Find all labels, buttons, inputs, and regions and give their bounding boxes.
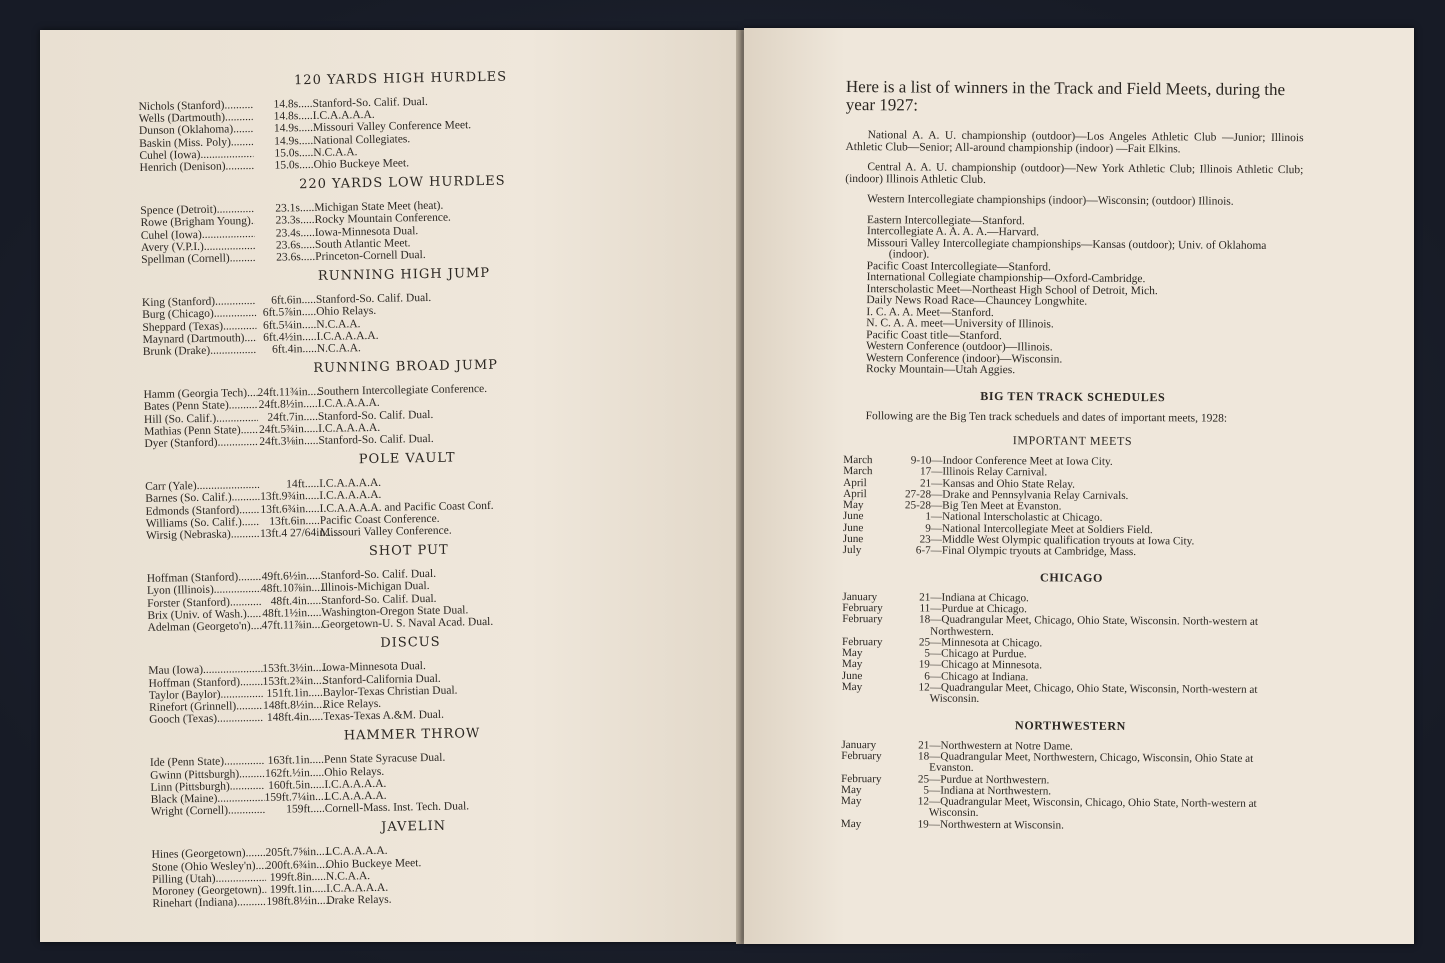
meet-name: Washington-Oregon State Dual. [321,604,469,619]
record-mark: 14.9s ..... [253,135,313,148]
athlete-name: Hoffman (Stanford) ..... [147,571,261,585]
schedule-month: May [841,647,863,660]
schedule-date: 6 [924,670,930,683]
record-mark: 24ft.8½in ..... [258,398,318,411]
schedule-date: 11 [919,602,931,615]
schedule-month: February [841,749,882,763]
record-mark: 13ft.9¾in ..... [259,490,319,503]
schedules-intro: Following are the Big Ten track scheduels and dates of important meets, 1928: [865,409,1228,425]
meet-name: Rice Relays. [322,697,382,711]
record-mark: 24ft.11¾in ..... [257,386,317,399]
meet-name: I.C.A.A.A.A. [319,489,382,503]
schedule-month: July [842,544,862,557]
athlete-name: Brunk (Drake) ..... [143,344,257,358]
record-mark: 160ft.5in ..... [264,779,324,792]
meet-name: Ohio Relays. [324,765,385,779]
record-mark: 148ft.4in ..... [263,711,323,724]
event-title: RUNNING BROAD JUMP [313,358,499,377]
meet-name: N.C.A.A. [316,342,361,355]
athlete-name: Burg (Chicago) ..... [142,307,256,321]
schedule-month: April [843,487,867,501]
athlete-name: Wirsig (Nebraska) ..... [146,528,260,542]
event-block [149,723,675,818]
schedule-description: —Drake and Pennsylvania Relay Carnivals. [931,488,1129,502]
schedule-description: —Big Ten Meet at Evanston. [930,499,1062,513]
meet-name: Rocky Mountain Conference. [314,211,452,227]
schedule-month: June [842,533,864,546]
record-mark: 159ft ..... [265,803,325,816]
meet-name: I.C.A.A.A.A. [324,789,387,803]
meet-name: Cornell-Mass. Inst. Tech. Dual. [324,800,470,815]
meet-name: N.C.A.A. [313,145,358,159]
schedule-date: 21 [919,591,931,604]
record-mark: 24ft.3⅛in ..... [258,435,318,448]
record-mark: 153ft.3½in ..... [262,662,322,675]
event-block [151,815,677,910]
record-mark: 49ft.6½in ..... [261,570,321,583]
athlete-name: Pilling (Utah) ..... [152,872,266,886]
record-mark: 6ft.4½in ..... [256,331,316,344]
meet-name: I.C.A.A.A.A. [324,777,387,791]
athlete-name: Cuhel (Iowa) ..... [139,148,253,162]
schedule-description: —Minnesota at Chicago. [930,636,1043,650]
winner-item: International Collegiate championship—Oxford-Cambridge. [866,271,1146,286]
winners-paragraph: Western Intercollegiate championships (indoor)—Wisconsin; (outdoor) Illinois. [867,193,1234,208]
meet-name: Stanford-So. Calif. Dual. [320,568,437,583]
meet-name: I.C.A.A.A.A. [312,109,375,123]
meet-name: Princeton-Cornell Dual. [315,249,426,263]
record-mark: 24ft.7in ..... [258,411,318,424]
schedule-month: May [841,681,863,694]
winner-item: I. C. A. A. Meet—Stanford. [866,305,994,319]
athlete-name: Ide (Penn State) ..... [150,755,264,769]
meet-name: South Atlantic Meet. [314,237,411,251]
winners-list [844,214,1303,378]
schedule-month: March [843,465,873,478]
athlete-name: Mau (Iowa) ..... [148,663,262,677]
schedule-description: —Indiana at Chicago. [930,591,1029,604]
meet-name: Stanford-So. Calif. Dual. [315,292,432,307]
schedule-month: February [842,601,883,615]
winner-item: Missouri Valley Intercollegiate championships—Kansas (outdoor); Univ. of Oklahoma (indoor). [866,236,1267,261]
winner-item: Pacific Coast title—Stanford. [866,328,1002,342]
athlete-name: Brix (Univ. of Wash.) ..... [147,608,261,622]
record-mark: 48ft.10⅞in ..... [261,582,321,595]
schedule-description: —Northwestern at Wisconsin. [928,818,1064,832]
winner-item: Pacific Coast Intercollegiate—Stanford. [866,259,1051,273]
schedule-description: —Purdue at Chicago. [930,602,1027,616]
athlete-name: Taylor (Baylor) ..... [149,688,263,702]
schedule-description: —Quadrangular Meet, Chicago, Ohio State, Wisconsin. North-western at Northwestern. [930,613,1259,638]
schedule-row [843,545,1301,559]
record-mark: 23.4s ..... [255,227,315,240]
event-title: 220 YARDS LOW HURDLES [299,173,506,193]
schedule-row [841,796,1299,822]
athlete-name: Black (Maine) ..... [151,792,265,806]
schedule-description: —Quadrangular Meet, Wisconsin, Chicago, Ohio State, North-western at Wisconsin. [928,795,1257,820]
record-mark: 200ft.6¾in ..... [266,858,326,871]
event-block [140,171,666,266]
schedule-section-title: IMPORTANT MEETS [1012,433,1133,449]
meet-name: Missouri Valley Conference Meet. [312,119,472,135]
meet-name: Missouri Valley Conference. [319,524,452,539]
meet-name: Ohio Buckeye Meet. [325,856,422,871]
record-mark: 14.8s ..... [252,98,312,111]
event-title: RUNNING HIGH JUMP [317,266,491,285]
winners-paragraph: National A. A. U. championship (outdoor)—Los Angeles Athletic Club —Junior; Illinois Athletic Club—Senior; All-around championship (indoor) —Fait Elkins. [845,129,1304,155]
event-title: 120 YARDS HIGH HURDLES [293,69,508,89]
schedule-month: January [842,590,878,603]
meet-name: I.C.A.A.A.A. and Pacific Coast Conf. [319,499,494,515]
event-block [138,67,665,174]
schedule-date: 19 [918,658,930,672]
event-title: POLE VAULT [358,450,456,468]
schedule-description: —National Intercollegiate Meet at Soldiers Field. [930,522,1153,536]
schedule-date: 21 [919,477,932,490]
meet-name: Stanford-So. Calif. Dual. [317,408,434,423]
schedule-date: 25 [918,636,931,649]
winner-item: N. C. A. A. meet—University of Illinois. [866,317,1054,331]
athlete-name: Barnes (So. Calif.) ..... [145,491,259,505]
schedule-date: 25 [917,773,930,786]
athlete-name: Edmonds (Stanford) ..... [145,504,259,518]
winner-item: Intercollegiate A. A. A. A.—Harvard. [866,225,1040,239]
schedule-section-title: NORTHWESTERN [1015,717,1126,733]
record-mark: 6ft.6in ..... [256,294,316,307]
athlete-name: Hines (Georgetown) ..... [151,847,265,861]
schedule-date: 9-10 [910,454,932,467]
schedule-description: —Northwestern at Notre Dame. [929,739,1073,753]
record-mark: 13ft.6in ..... [260,515,320,528]
record-mark: 199ft.1in ..... [266,883,326,896]
schedule-description: —Middle West Olympic qualification tryouts at Iowa City. [930,533,1195,548]
athlete-name: Baskin (Miss. Poly) ..... [139,136,253,150]
meet-name: Stanford-So. Calif. Dual. [312,95,428,110]
schedule-description: —Indoor Conference Meet at Iowa City. [931,454,1113,468]
event-block [148,631,674,726]
athlete-name: Hill (So. Calif.) ..... [144,412,258,426]
athlete-name: Gwinn (Pittsburgh) ..... [150,767,264,781]
record-mark: 205ft.7⅝in ..... [265,846,325,859]
record-mark: 24ft.5¾in ..... [258,423,318,436]
schedule-month: June [842,521,864,534]
winners-paragraphs [845,130,1304,209]
meet-name: Pacific Coast Conference. [319,512,440,527]
athlete-name: Linn (Pittsburgh) ..... [150,780,264,794]
meet-name: I.C.A.A.A.A. [325,845,388,859]
winners-heading: Here is a list of winners in the Track and Field Meets, during the year 1927: [845,77,1286,115]
meet-name: Ohio Buckeye Meet. [313,157,410,171]
record-mark: 153ft.2¾in ..... [262,674,322,687]
athlete-name: Wells (Dartmouth) ..... [139,111,253,125]
schedule-date: 6-7 [915,544,931,557]
athlete-name: Avery (V.P.I.) ..... [141,240,255,254]
record-mark: 198ft.8½in ..... [266,895,326,908]
schedule-date: 18 [918,613,931,626]
athlete-name: Henrich (Denison) ..... [140,160,254,174]
schedule-date: 1 [925,511,931,524]
schedule-date: 5 [924,647,931,660]
schedule-description: —Chicago at Purdue. [929,647,1027,661]
schedule-month: May [840,817,862,830]
athlete-name: Mathias (Penn State) ..... [144,424,258,438]
winner-item: Rocky Mountain—Utah Aggies. [865,363,1016,377]
schedule-description: —Kansas and Ohio State Relay. [931,477,1075,491]
schedule-description: —National Interscholastic at Chicago. [930,511,1103,525]
meet-name: Texas-Texas A.&M. Dual. [323,708,445,723]
meet-name: Stanford-So. Calif. Dual. [321,592,437,607]
record-mark: 23.6s ..... [255,239,315,252]
record-mark: 151ft.1in ..... [263,687,323,700]
athlete-name: Nichols (Stanford) ..... [138,99,252,113]
schedule-date: 12 [918,681,930,694]
record-mark: 14.8s ..... [253,110,313,123]
schedule-month: June [842,510,864,523]
athlete-name: Sheppard (Texas) ..... [142,320,256,334]
winner-item: Western Conference (outdoor)—Illinois. [866,340,1053,354]
record-mark: 23.3s ..... [254,214,314,227]
record-mark: 47ft.11⅞in ..... [262,619,322,632]
record-mark: 199ft.8in ..... [266,871,326,884]
schedule-month: May [840,783,862,796]
winner-item: Eastern Intercollegiate—Stanford. [866,213,1025,227]
record-mark: 15.0s ..... [253,147,313,160]
athlete-name: Rinehart (Indiana) ..... [152,896,266,910]
schedule-month: February [842,635,883,649]
record-mark: 148ft.8½in ..... [263,699,323,712]
schedule-month: April [843,476,867,489]
meet-name: Baylor-Texas Christian Dual. [322,684,458,699]
winner-item: Interscholastic Meet—Northeast High School of Detroit, Mich. [866,282,1158,297]
athlete-name: Spence (Detroit) ..... [140,203,254,217]
schedule-row [841,751,1299,777]
winners-column [841,78,1304,833]
schedule-section-title: CHICAGO [1040,570,1104,585]
schedule-month: February [842,613,883,626]
schedule-date: 27-28 [904,488,932,501]
record-mark: 48ft.1½in ..... [261,607,321,620]
schedule-row [842,614,1300,640]
schedule-month: May [841,658,863,671]
schedule-description: —Purdue at Northwestern. [929,773,1050,786]
schedule-month: May [840,795,862,808]
winner-item: Western Conference (indoor)—Wisconsin. [866,351,1063,366]
record-mark: 14ft ..... [259,478,319,491]
schedule-description: —Quadrangular Meet, Northwestern, Chicago, Wisconsin, Ohio State at Evanston. [929,750,1254,775]
athlete-name: Moroney (Georgetown) ..... [152,884,266,898]
event-block [141,263,667,358]
schedule-month: February [841,772,882,785]
schedule-date: 17 [920,465,932,478]
athlete-name: Wright (Cornell) ..... [151,804,265,818]
record-mark: 159ft.7¼in ..... [265,791,325,804]
record-mark: 6ft.4in ..... [257,343,317,356]
athlete-name: Cuhel (Iowa) ..... [141,228,255,242]
schedule-row [842,682,1300,708]
meet-name: Illinois-Michigan Dual. [320,580,430,595]
schedule-date: 5 [923,784,930,797]
schedule-month: March [843,453,873,467]
meet-name: I.C.A.A.A.A. [318,421,381,435]
event-title: HAMMER THROW [343,726,481,744]
schedule-month: June [841,669,863,682]
record-mark: 6ft.5¼in ..... [256,319,316,332]
schedule-month: January [841,738,877,751]
athlete-name: Williams (So. Calif.) ..... [146,516,260,530]
athlete-name: Forster (Stanford) ..... [147,596,261,610]
meet-name: Michigan State Meet (heat). [314,199,444,215]
record-mark: 23.1s ..... [254,202,314,215]
meet-name: Iowa-Minnesota Dual. [314,224,419,239]
athlete-name: Hamm (Georgia Tech) ..... [143,387,257,401]
schedule-description: —Final Olympic tryouts at Cambridge, Mass. [930,544,1137,559]
meet-name: I.C.A.A.A.A. [319,477,382,491]
schedule-date: 23 [919,533,931,546]
athlete-name: Rinefort (Grinnell) ..... [149,700,263,714]
event-block [143,355,669,450]
winners-paragraph: Central A. A. U. championship (outdoor)—New York Athletic Club; Illinois Athletic Club; (indoor) Illinois Athletic Club. [845,161,1304,186]
record-mark: 48ft.4in ..... [261,595,321,608]
record-mark: 163ft.1in ..... [264,754,324,767]
meet-name: N.C.A.A. [325,869,371,883]
record-mark: 14.9s ..... [253,122,313,135]
meet-name: Georgetown-U. S. Naval Acad. Dual. [321,615,494,631]
schedules-title: BIG TEN TRACK SCHEDULES [980,388,1166,404]
record-mark: 6ft.5⅞in ..... [256,306,316,319]
schedule-description: —Quadrangular Meet, Chicago, Ohio State, Wisconsin, North-western at Wisconsin. [929,681,1258,706]
athlete-name: Dunson (Oklahoma) ..... [139,123,253,137]
athlete-name: Rowe (Brigham Young) ..... [140,215,254,229]
schedule-date: 25-28 [904,499,932,512]
meet-name: National Collegiates. [313,132,411,147]
event-block [146,539,672,634]
schedule-date: 19 [917,818,929,831]
schedule-description: —Chicago at Indiana. [929,670,1029,684]
meet-name: Penn State Syracuse Dual. [323,752,446,767]
record-mark: 13ft.6¾in ..... [259,503,319,516]
meet-name: N.C.A.A. [316,317,361,331]
meet-name: Ohio Relays. [316,305,377,319]
athlete-name: Stone (Ohio Wesley'n) ..... [152,859,266,873]
event-title: SHOT PUT [368,542,449,560]
meet-name: Stanford-California Dual. [322,672,441,687]
schedule-description: —Illinois Relay Carnival. [931,465,1048,479]
meet-name: I.C.A.A.A.A. [317,397,380,411]
schedule-date: 12 [917,795,929,808]
meet-name: I.C.A.A.A.A. [326,881,389,895]
schedule-date: 9 [925,522,931,535]
athlete-name: Gooch (Texas) ..... [149,712,263,726]
event-title: JAVELIN [381,819,447,836]
meet-name: Iowa-Minnesota Dual. [322,660,426,675]
athlete-name: Lyon (Illinois) ..... [147,583,261,597]
athlete-name: Adelman (Georgeto'n) ..... [148,620,262,634]
winner-item: Daily News Road Race—Chauncey Longwhite. [866,294,1088,308]
schedule-month: May [842,499,864,512]
schedule-date: 18 [918,750,930,763]
athlete-name: Hoffman (Stanford) ..... [148,675,262,689]
record-mark: 162ft.½in ..... [264,766,324,779]
event-title: DISCUS [380,635,441,652]
meet-name: Drake Relays. [326,893,392,907]
athlete-name: Carr (Yale) ..... [145,479,259,493]
schedule-description: —Chicago at Minnesota. [929,659,1043,672]
meet-name: Stanford-So. Calif. Dual. [318,432,434,447]
meet-name: I.C.A.A.A.A. [316,329,379,343]
athlete-name: Bates (Penn State) ..... [144,399,258,413]
event-block [145,447,671,542]
athlete-name: King (Stanford) ..... [142,295,256,309]
schedule-date: 21 [918,739,930,752]
athlete-name: Dyer (Stanford) ..... [144,436,258,450]
schedule-description: —Indiana at Northwestern. [928,784,1052,798]
meet-name: Southern Intercollegiate Conference. [317,383,488,399]
record-mark: 13ft.4 27/64in ..... [260,527,320,540]
records-column [138,67,678,916]
record-mark: 15.0s ..... [253,159,313,172]
schedule-sections [841,432,1302,833]
record-mark: 23.6s ..... [255,251,315,264]
athlete-name: Maynard (Dartmouth) ..... [143,332,257,346]
athlete-name: Spellman (Cornell) ..... [141,252,255,266]
